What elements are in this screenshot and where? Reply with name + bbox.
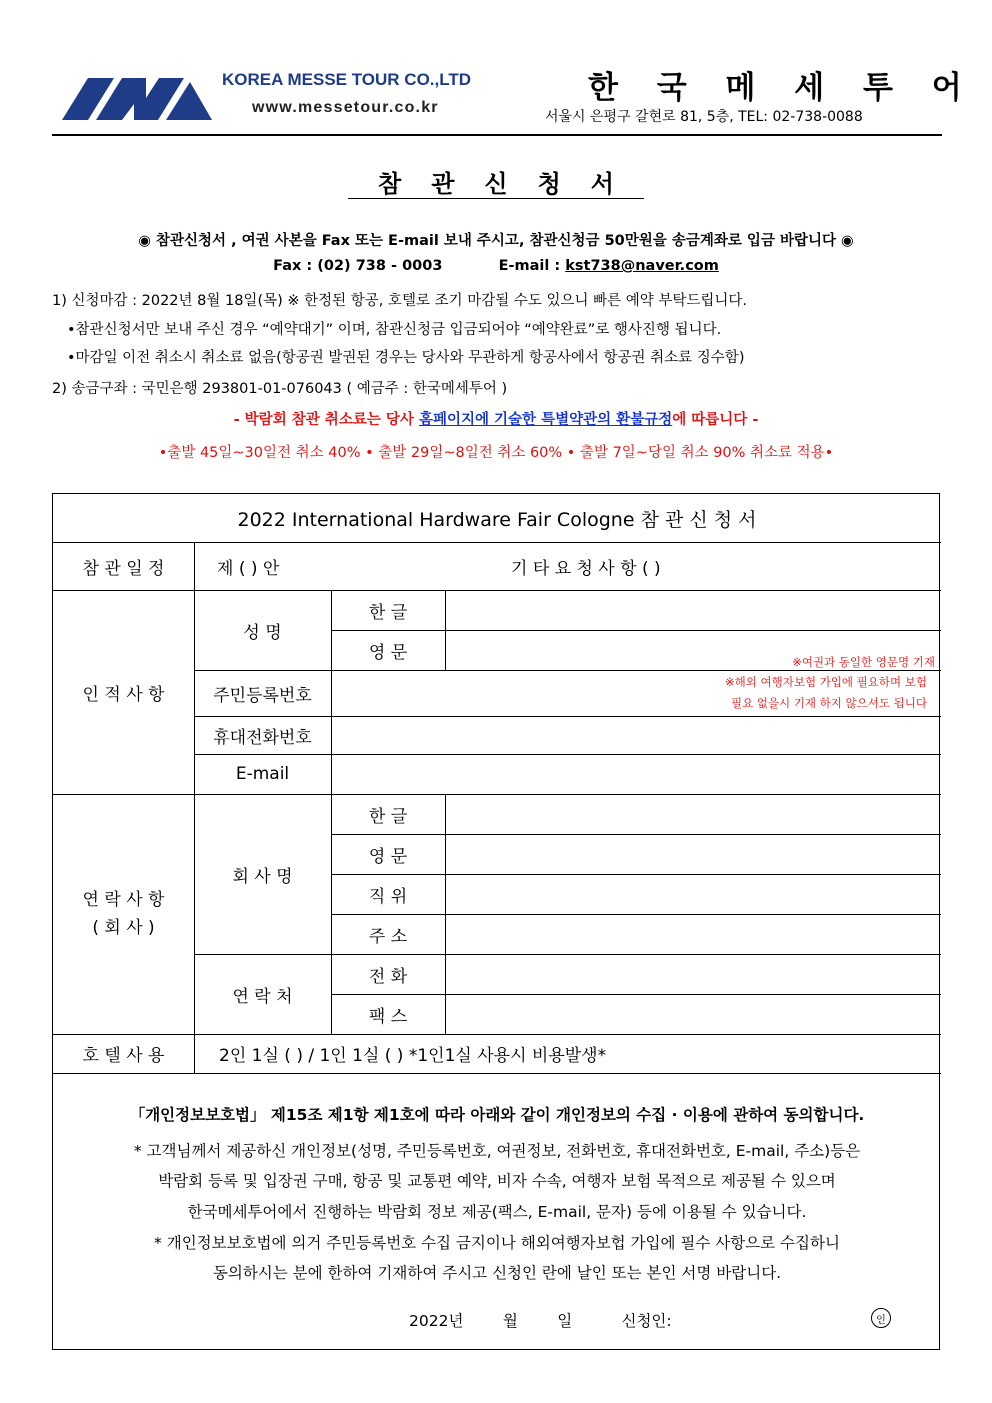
company-website: www.messetour.co.kr [252, 99, 439, 116]
consent-text-4: * 개인정보보호법에 의거 주민등록번호 수집 금지이나 해외여행자보헙 가입에 필수 사항으로 수집하니 [154, 1234, 840, 1252]
deadline-note-2: •마감일 이전 취소시 취소료 없음(항공권 발권된 경우는 당사와 무관하게 항공사에서 항공권 취소료 징수함) [67, 350, 745, 366]
application-form [52, 493, 940, 1350]
rrn-label: 주민등록번호 [213, 685, 312, 706]
company-contact-label: 연 락 사 항 ( 회 사 ) [82, 890, 165, 938]
signature-date-line: 2022년 월 일 신청인: [409, 1312, 672, 1330]
insurance-note-2: 필요 없을시 기재 하지 않으셔도 됩니다 [730, 696, 927, 710]
phone-field[interactable] [445, 954, 941, 994]
other-requests-field[interactable]: 기 타 요 청 사 항 ( ) [511, 558, 661, 579]
hotel-field[interactable]: 2인 1실 ( ) / 1인 1실 ( ) *1인1실 사용시 비용발생* [219, 1046, 607, 1066]
consent-text-2: 박람회 등록 및 입장권 구매, 항공 및 교통편 예약, 비자 수속, 여행자 보험 목적으로 제공될 수 있으며 [158, 1172, 836, 1190]
document-title: 참관신청서 [0, 164, 992, 199]
email-label: E-mail [235, 764, 290, 784]
insurance-note-1: ※해외 여행자보험 가입에 필요하며 보험 [725, 675, 927, 689]
fax-number: Fax : (02) 738 - 0003 [273, 258, 443, 274]
cancellation-policy: - 박람회 참관 취소료는 당사 홈페이지에 기술한 특별약관의 환불규정에 따릅니다 - [233, 412, 759, 428]
name-korean-label: 한 글 [368, 602, 408, 623]
address-label: 주 소 [368, 926, 408, 947]
phone-label: 전 화 [368, 966, 408, 987]
company-address: 서울시 은평구 갈현로 81, 5층, TEL: 02-738-0088 [545, 109, 863, 125]
name-english-label: 영 문 [368, 642, 408, 663]
visit-date-field[interactable]: 제 ( ) 안 [217, 558, 280, 579]
email-label: E-mail : [498, 258, 566, 274]
deadline-item: 1) 신청마감 : 2022년 8월 18일(목) ※ 한정된 항공, 호텔로 조기 마감될 수도 있으니 빠른 예약 부탁드립니다. [52, 293, 748, 309]
email-address[interactable]: kst738@naver.com [565, 258, 719, 274]
company-korean-field[interactable] [445, 794, 941, 834]
position-field[interactable] [445, 874, 941, 914]
fax-label: 팩 스 [368, 1006, 408, 1027]
email-field[interactable] [331, 754, 941, 794]
company-name-english: KOREA MESSE TOUR CO.,LTD [222, 70, 472, 89]
company-english-label: 영 문 [368, 846, 408, 867]
header-divider [52, 134, 942, 136]
passport-note: ※여권과 동일한 영문명 기재 [792, 655, 935, 669]
address-field[interactable] [445, 914, 941, 954]
personal-info-label: 인 적 사 항 [82, 684, 165, 705]
contact-info-label: 연 락 처 [232, 986, 293, 1007]
refund-policy-link[interactable]: 홈페이지에 기술한 특별약관의 환불규정 [418, 412, 673, 428]
hotel-label: 호 텔 사 용 [82, 1046, 165, 1066]
consent-text-5: 동의하시는 분에 한하여 기재하여 주시고 신청인 란에 날인 또는 본인 서명 바랍니다. [212, 1264, 782, 1282]
cancellation-fees: •출발 45일~30일전 취소 40% • 출발 29일~8일전 취소 60% • 출발 7일~당일 취소 90% 취소료 적용• [158, 445, 834, 461]
company-english-field[interactable] [445, 834, 941, 874]
bank-account-item: 2) 송금구좌 : 국민은행 293801-01-076043 ( 예금주 : 한국메세투어 ) [52, 381, 508, 397]
consent-text-1: * 고객님께서 제공하신 개인정보(성명, 주민등록번호, 여권정보, 전화번호, 휴대전화번호, E-mail, 주소)등은 [133, 1142, 861, 1160]
company-korean-label: 한 글 [368, 806, 408, 827]
name-korean-field[interactable] [445, 590, 941, 630]
consent-title: 「개인정보보호법」 제15조 제1항 제1호에 따라 아래와 같이 개인정보의 수집 · 이용에 관하여 동의합니다. [129, 1106, 865, 1124]
name-label: 성 명 [243, 622, 282, 643]
mobile-field[interactable] [331, 716, 941, 754]
company-name-label: 회 사 명 [232, 866, 293, 887]
position-label: 직 위 [368, 886, 408, 907]
submission-notice: ◉ 참관신청서 , 여권 사본을 Fax 또는 E-mail 보내 주시고, 참관신청금 50만원을 송금계좌로 입금 바랍니다 ◉ [138, 233, 854, 249]
company-name-korean: 한 국 메 세 투 어 [588, 70, 976, 106]
seal-mark[interactable]: 인 [871, 1308, 891, 1328]
company-logo [62, 74, 212, 120]
deadline-note-1: •참관신청서만 보내 주신 경우 “예약대기” 이며, 참관신청금 입금되어야 “예약완료”로 행사진행 됩니다. [67, 322, 722, 338]
visit-date-label: 참 관 일 정 [82, 558, 165, 579]
fax-field[interactable] [445, 994, 941, 1034]
consent-text-3: 한국메세투어에서 진행하는 박람회 정보 제공(팩스, E-mail, 문자) 등에 이용될 수 있습니다. [187, 1203, 807, 1221]
form-title: 2022 International Hardware Fair Cologne 참 관 신 청 서 [237, 508, 757, 531]
mobile-label: 휴대전화번호 [213, 727, 312, 748]
contact-line [0, 258, 992, 274]
